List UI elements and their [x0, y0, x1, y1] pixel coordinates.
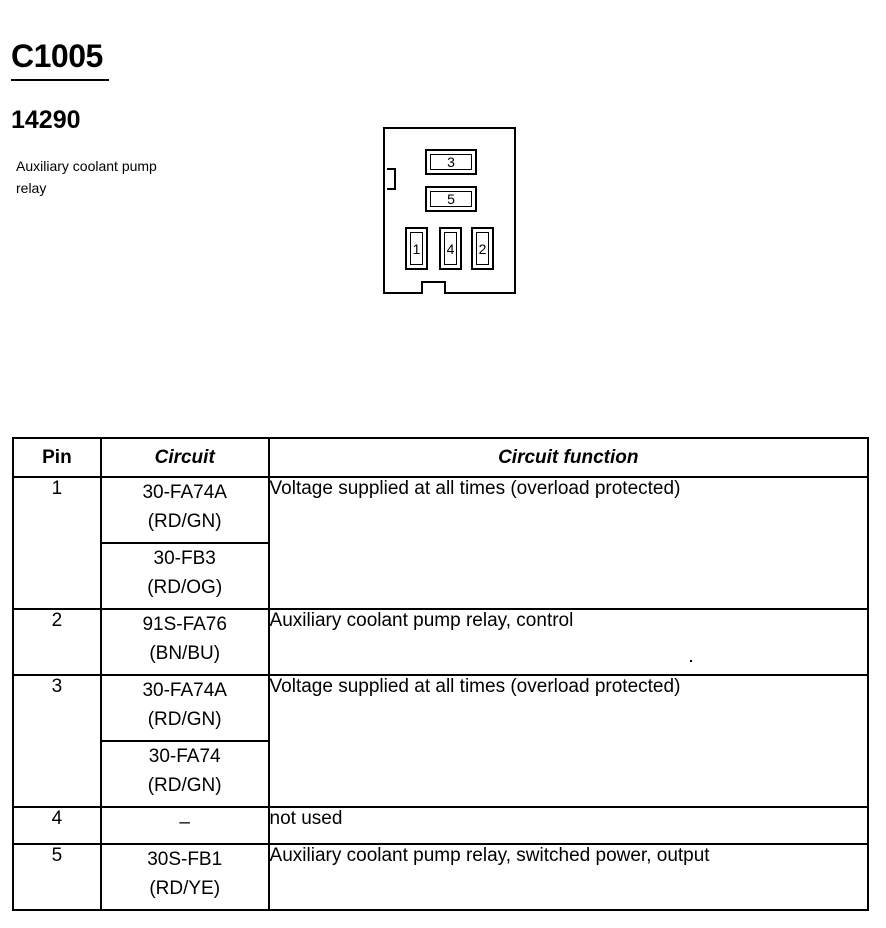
circuit-cell — [101, 477, 269, 543]
function-cell: Auxiliary coolant pump relay, control — [269, 609, 868, 675]
scan-speck — [690, 660, 692, 662]
terminal-label: 2 — [478, 240, 487, 257]
terminal-label: 1 — [412, 240, 421, 257]
function-cell: Voltage supplied at all times (overload protected) — [269, 477, 868, 609]
terminal-3 — [425, 149, 477, 175]
circuit-id: 30-FA74A — [142, 482, 227, 503]
table-header-row — [13, 438, 868, 477]
terminal-label: 4 — [446, 240, 455, 257]
wire-color: (RD/GN) — [147, 775, 222, 796]
wire-color: (BN/BU) — [149, 643, 221, 664]
circuit-cell — [101, 609, 269, 675]
pin-cell: 5 — [13, 844, 101, 910]
terminal-2 — [471, 227, 494, 270]
function-cell: not used — [269, 807, 868, 844]
title-underline — [11, 79, 109, 81]
connector-id: C1005 — [11, 38, 103, 74]
wire-color: (RD/GN) — [147, 511, 222, 532]
wire-color: (RD/YE) — [149, 878, 221, 899]
pin-cell: 4 — [13, 807, 101, 844]
pin-cell: 2 — [13, 609, 101, 675]
table-row — [13, 844, 868, 910]
table-row — [13, 675, 868, 741]
wire-color: (RD/GN) — [147, 709, 222, 730]
circuit-id: 91S-FA76 — [142, 614, 227, 635]
terminal-1 — [405, 227, 428, 270]
circuit-id: – — [179, 812, 190, 833]
terminal-label: 3 — [447, 154, 455, 170]
header-circuit: Circuit — [101, 438, 269, 477]
circuit-cell — [101, 741, 269, 807]
circuit-cell — [101, 844, 269, 910]
circuit-cell — [101, 675, 269, 741]
terminal-label: 5 — [447, 191, 455, 207]
component-name: Auxiliary coolant pump relay — [16, 158, 157, 196]
pin-cell: 3 — [13, 675, 101, 807]
wire-color: (RD/OG) — [147, 577, 223, 598]
table-row — [13, 609, 868, 675]
circuit-id: 30-FA74A — [142, 680, 227, 701]
header-function: Circuit function — [269, 438, 868, 477]
circuit-cell — [101, 543, 269, 609]
circuit-cell — [101, 807, 269, 844]
table-row — [13, 807, 868, 844]
terminal-5 — [425, 186, 477, 212]
function-cell: Voltage supplied at all times (overload protected) — [269, 675, 868, 807]
connector-key-bottom — [421, 281, 446, 294]
part-number: 14290 — [11, 106, 81, 134]
function-cell: Auxiliary coolant pump relay, switched power, output — [269, 844, 868, 910]
table-row — [13, 477, 868, 543]
pin-cell: 1 — [13, 477, 101, 609]
terminal-4 — [439, 227, 462, 270]
header-pin: Pin — [13, 438, 101, 477]
circuit-id: 30-FB3 — [153, 548, 216, 569]
pinout-table — [12, 437, 869, 911]
circuit-id: 30S-FB1 — [147, 849, 223, 870]
circuit-id: 30-FA74 — [148, 746, 221, 767]
connector-latch-left — [387, 168, 396, 190]
